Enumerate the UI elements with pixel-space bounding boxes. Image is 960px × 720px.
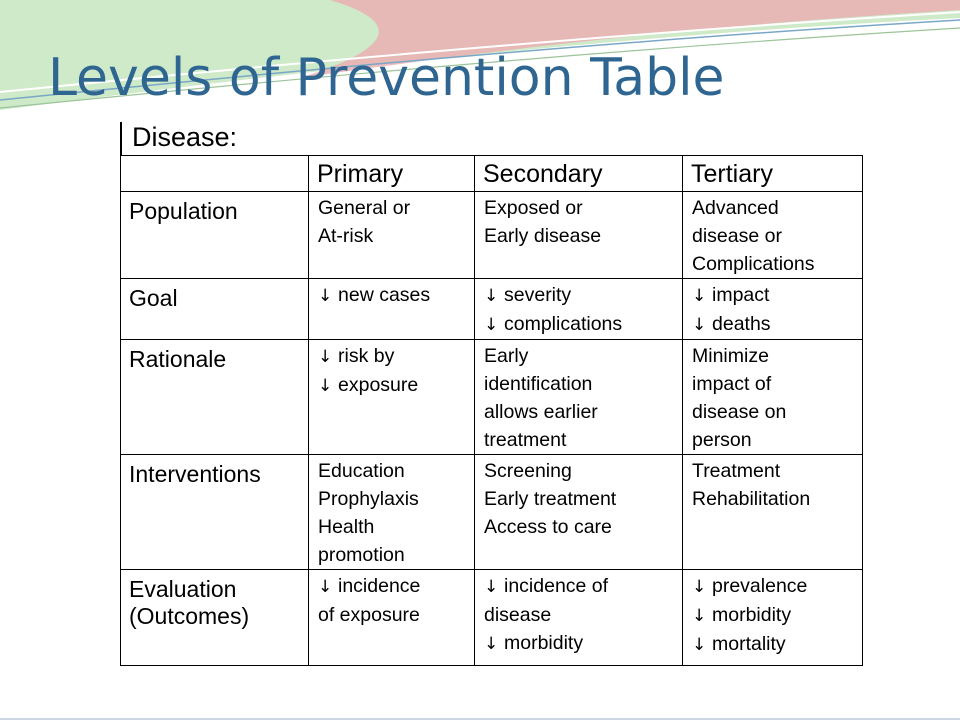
column-header-tertiary: Tertiary [683,156,863,192]
cell-text: of exposure [318,604,420,626]
cell-text: Exposed or [484,197,583,219]
cell-line [318,281,474,310]
cell-line [484,342,682,370]
cell-line [318,194,474,222]
cell-line [318,541,474,569]
down-arrow-icon: ↓ [692,577,707,597]
cell-text: morbidity [504,632,584,654]
cell-line [484,194,682,222]
row-header-line: Goal [129,285,178,311]
cell-text: treatment [484,429,567,451]
row-header-evaluation [121,570,309,666]
cell-line [318,222,474,250]
cell-line [692,630,862,659]
disease-label: Disease: [132,122,238,152]
cell-line [692,342,862,370]
table-body [121,192,863,666]
cell-interventions-primary [309,455,475,570]
cell-text: Access to care [484,516,612,538]
cell-text: disease [484,604,552,626]
cell-text: Minimize [692,345,769,367]
column-header-secondary: Secondary [475,156,683,192]
cell-line [484,457,682,485]
down-arrow-icon: ↓ [318,286,333,306]
cell-text: severity [504,284,572,306]
down-arrow-icon: ↓ [692,286,707,306]
cell-text: incidence [338,575,421,597]
cell-line [692,370,862,398]
cell-line [318,513,474,541]
cell-line [692,281,862,310]
down-arrow-icon: ↓ [692,635,707,655]
cell-line [484,601,682,629]
cell-text: promotion [318,544,405,566]
cell-line [692,398,862,426]
cell-line [692,194,862,222]
corner-cell [121,156,309,192]
header-row [121,156,863,192]
cell-line [318,485,474,513]
cell-line [692,250,862,278]
column-header-primary: Primary [309,156,475,192]
table-row [121,192,863,279]
table-row [121,279,863,340]
cell-text: Complications [692,253,815,275]
prevention-table [120,155,863,666]
row-header-line: (Outcomes) [129,603,250,629]
cell-text: prevalence [712,575,808,597]
table-row [121,455,863,570]
cell-text: At-risk [318,225,374,247]
cell-rationale-primary [309,340,475,455]
cell-line [692,310,862,339]
cell-rationale-secondary [475,340,683,455]
cell-line [484,222,682,250]
down-arrow-icon: ↓ [484,577,499,597]
cell-evaluation-primary [309,570,475,666]
cell-line [692,457,862,485]
cell-text: impact [712,284,770,306]
cell-text: Treatment [692,460,781,482]
cell-population-secondary [475,192,683,279]
down-arrow-icon: ↓ [692,606,707,626]
cell-text: disease on [692,401,787,423]
cell-line [692,222,862,250]
cell-text: Early disease [484,225,602,247]
table-row [121,570,863,666]
cell-population-primary [309,192,475,279]
cell-text: allows earlier [484,401,598,423]
row-header-line: Evaluation [129,576,237,602]
cell-line [484,513,682,541]
cell-line [318,572,474,601]
cell-goal-tertiary [683,279,863,340]
cell-text: Health [318,516,375,538]
cell-text: identification [484,373,593,395]
cell-text: complications [504,313,623,335]
cell-line [484,572,682,601]
disease-left-rule [120,122,122,156]
cell-text: morbidity [712,604,792,626]
cell-text: Advanced [692,197,779,219]
cell-text: Screening [484,460,572,482]
cell-text: Early treatment [484,488,617,510]
cell-line [484,281,682,310]
cell-text: disease or [692,225,782,247]
cell-evaluation-tertiary [683,570,863,666]
cell-text: mortality [712,633,786,655]
cell-line [318,371,474,400]
row-header-population [121,192,309,279]
cell-line [484,398,682,426]
cell-line [484,629,682,658]
cell-text: Early [484,345,529,367]
cell-line [692,426,862,454]
cell-text: Rehabilitation [692,488,811,510]
table-row [121,340,863,455]
down-arrow-icon: ↓ [318,347,333,367]
cell-line [318,457,474,485]
cell-line [484,426,682,454]
cell-line [318,601,474,629]
row-header-goal [121,279,309,340]
cell-line [692,485,862,513]
row-header-line: Interventions [129,461,261,487]
row-header-line: Population [129,198,238,224]
cell-line [484,310,682,339]
cell-interventions-secondary [475,455,683,570]
row-header-line: Rationale [129,346,227,372]
cell-population-tertiary [683,192,863,279]
cell-interventions-tertiary [683,455,863,570]
down-arrow-icon: ↓ [692,315,707,335]
down-arrow-icon: ↓ [318,376,333,396]
cell-text: exposure [338,374,419,396]
row-header-interventions [121,455,309,570]
cell-text: risk by [338,345,395,367]
down-arrow-icon: ↓ [484,634,499,654]
down-arrow-icon: ↓ [318,577,333,597]
down-arrow-icon: ↓ [484,286,499,306]
cell-text: Education [318,460,405,482]
cell-line [318,342,474,371]
cell-text: new cases [338,284,431,306]
down-arrow-icon: ↓ [484,315,499,335]
slide-title: Levels of Prevention Table [48,48,725,108]
cell-line [484,370,682,398]
cell-text: Prophylaxis [318,488,419,510]
cell-rationale-tertiary [683,340,863,455]
cell-text: deaths [712,313,771,335]
row-header-rationale [121,340,309,455]
cell-goal-primary [309,279,475,340]
cell-text: General or [318,197,411,219]
cell-text: incidence of [504,575,609,597]
cell-text: impact of [692,373,772,395]
cell-goal-secondary [475,279,683,340]
cell-line [692,572,862,601]
cell-evaluation-secondary [475,570,683,666]
cell-line [484,485,682,513]
cell-line [692,601,862,630]
cell-text: person [692,429,752,451]
